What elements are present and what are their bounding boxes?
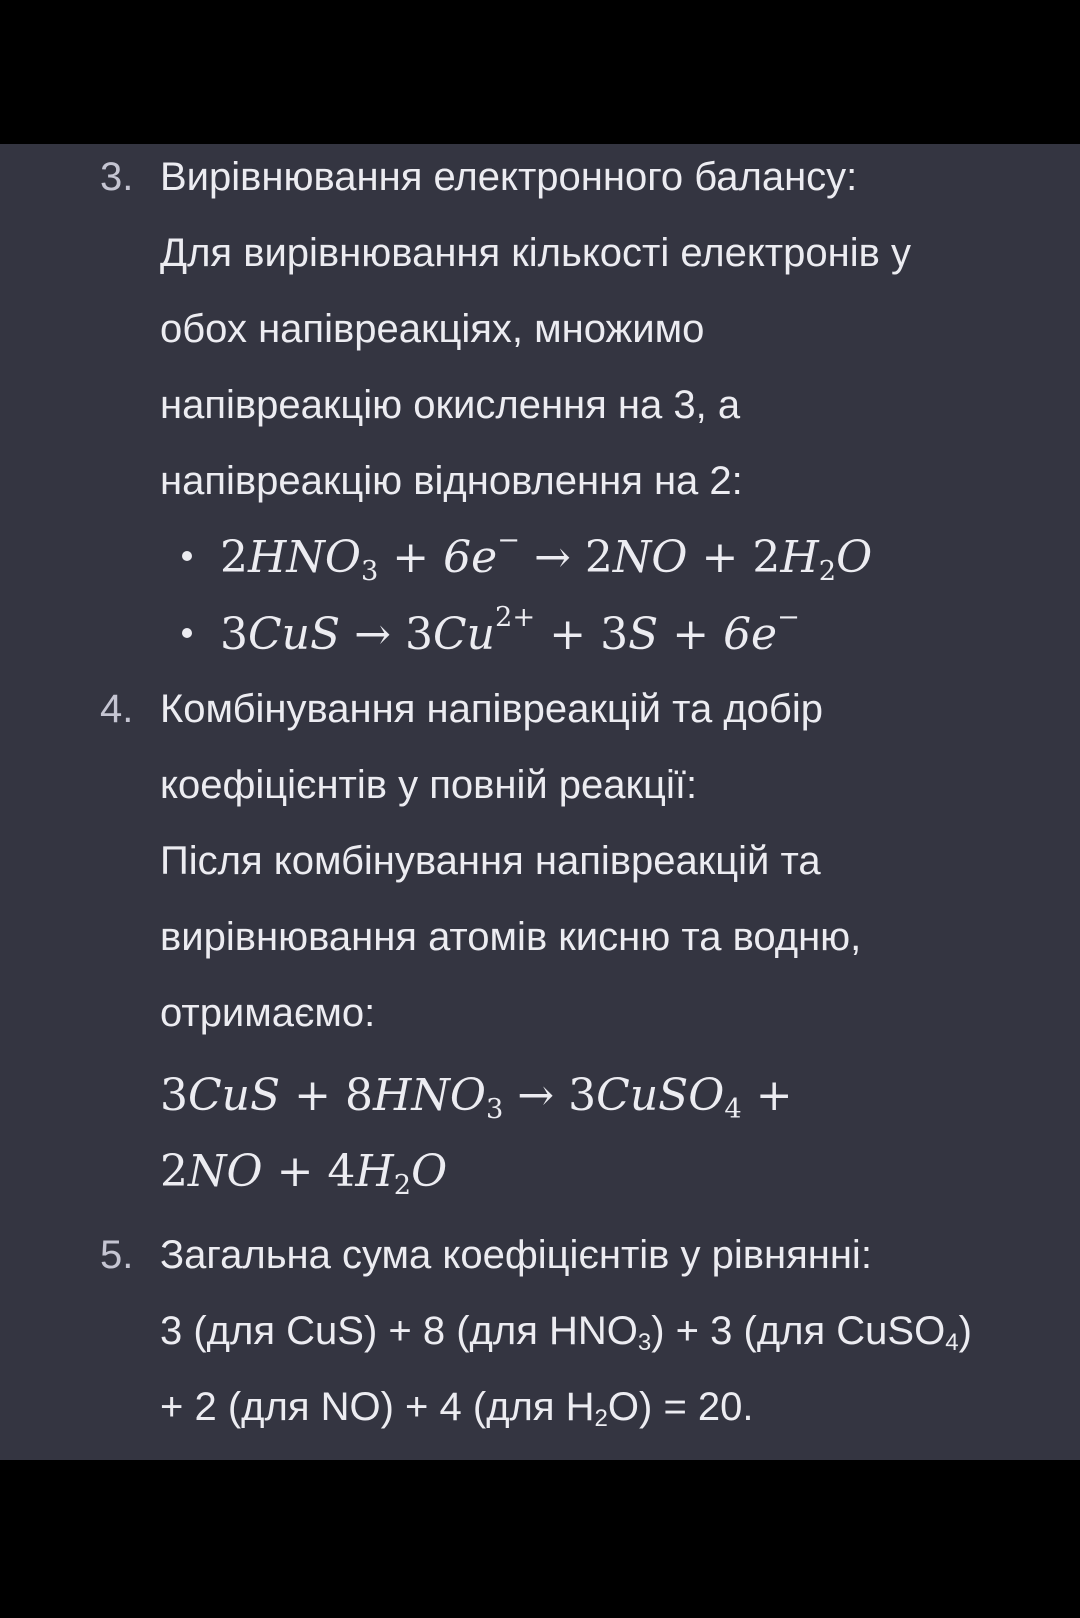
bottom-frame: [0, 1460, 1080, 1618]
bullet-icon: [182, 551, 192, 561]
paragraph-line: напівреакцію відновлення на 2:: [160, 459, 743, 503]
step-number: 3.: [100, 155, 134, 199]
coefficient-sum-line1: 3 (для CuS) + 8 (для HNO3) + 3 (для CuSO4): [160, 1309, 972, 1356]
coefficient-sum-line2: + 2 (для NO) + 4 (для H2O) = 20.: [160, 1385, 754, 1432]
step-heading: Вирівнювання електронного балансу:: [160, 155, 858, 199]
step-heading: коефіцієнтів у повній реакції:: [160, 763, 698, 807]
bullet-icon: [182, 628, 192, 638]
equation-oxidation-reduction-1: $2HNO_3 + 6e^- \to 2NO + 2H_2O$: [220, 524, 873, 588]
paragraph-line: обох напівреакціях, множимо: [160, 307, 705, 351]
equation-oxidation-reduction-2: $3CuS \to 3Cu^{2+} + 3S + 6e^-$: [220, 601, 800, 660]
paragraph-line: вирівнювання атомів кисню та водню,: [160, 915, 862, 959]
step-number: 4.: [100, 687, 134, 731]
full-reaction-equation-line1: $3CuS + 8HNO_3$ → 3CuSO$_4$ +: [160, 1070, 793, 1126]
paragraph-line: Для вирівнювання кількості електронів у: [160, 231, 911, 275]
top-frame: [0, 0, 1080, 144]
chat-message-panel: [0, 144, 1080, 1460]
paragraph-line: напівреакцію окислення на 3, а: [160, 383, 741, 427]
paragraph-line: Після комбінування напівреакцій та: [160, 839, 821, 883]
full-reaction-equation-line2: $2NO + 4H_2O$: [160, 1146, 448, 1202]
paragraph-line: отримаємо:: [160, 991, 376, 1035]
step-heading: Комбінування напівреакцій та добір: [160, 687, 823, 731]
step-number: 5.: [100, 1233, 134, 1277]
step-heading: Загальна сума коефіцієнтів у рівнянні:: [160, 1233, 872, 1277]
